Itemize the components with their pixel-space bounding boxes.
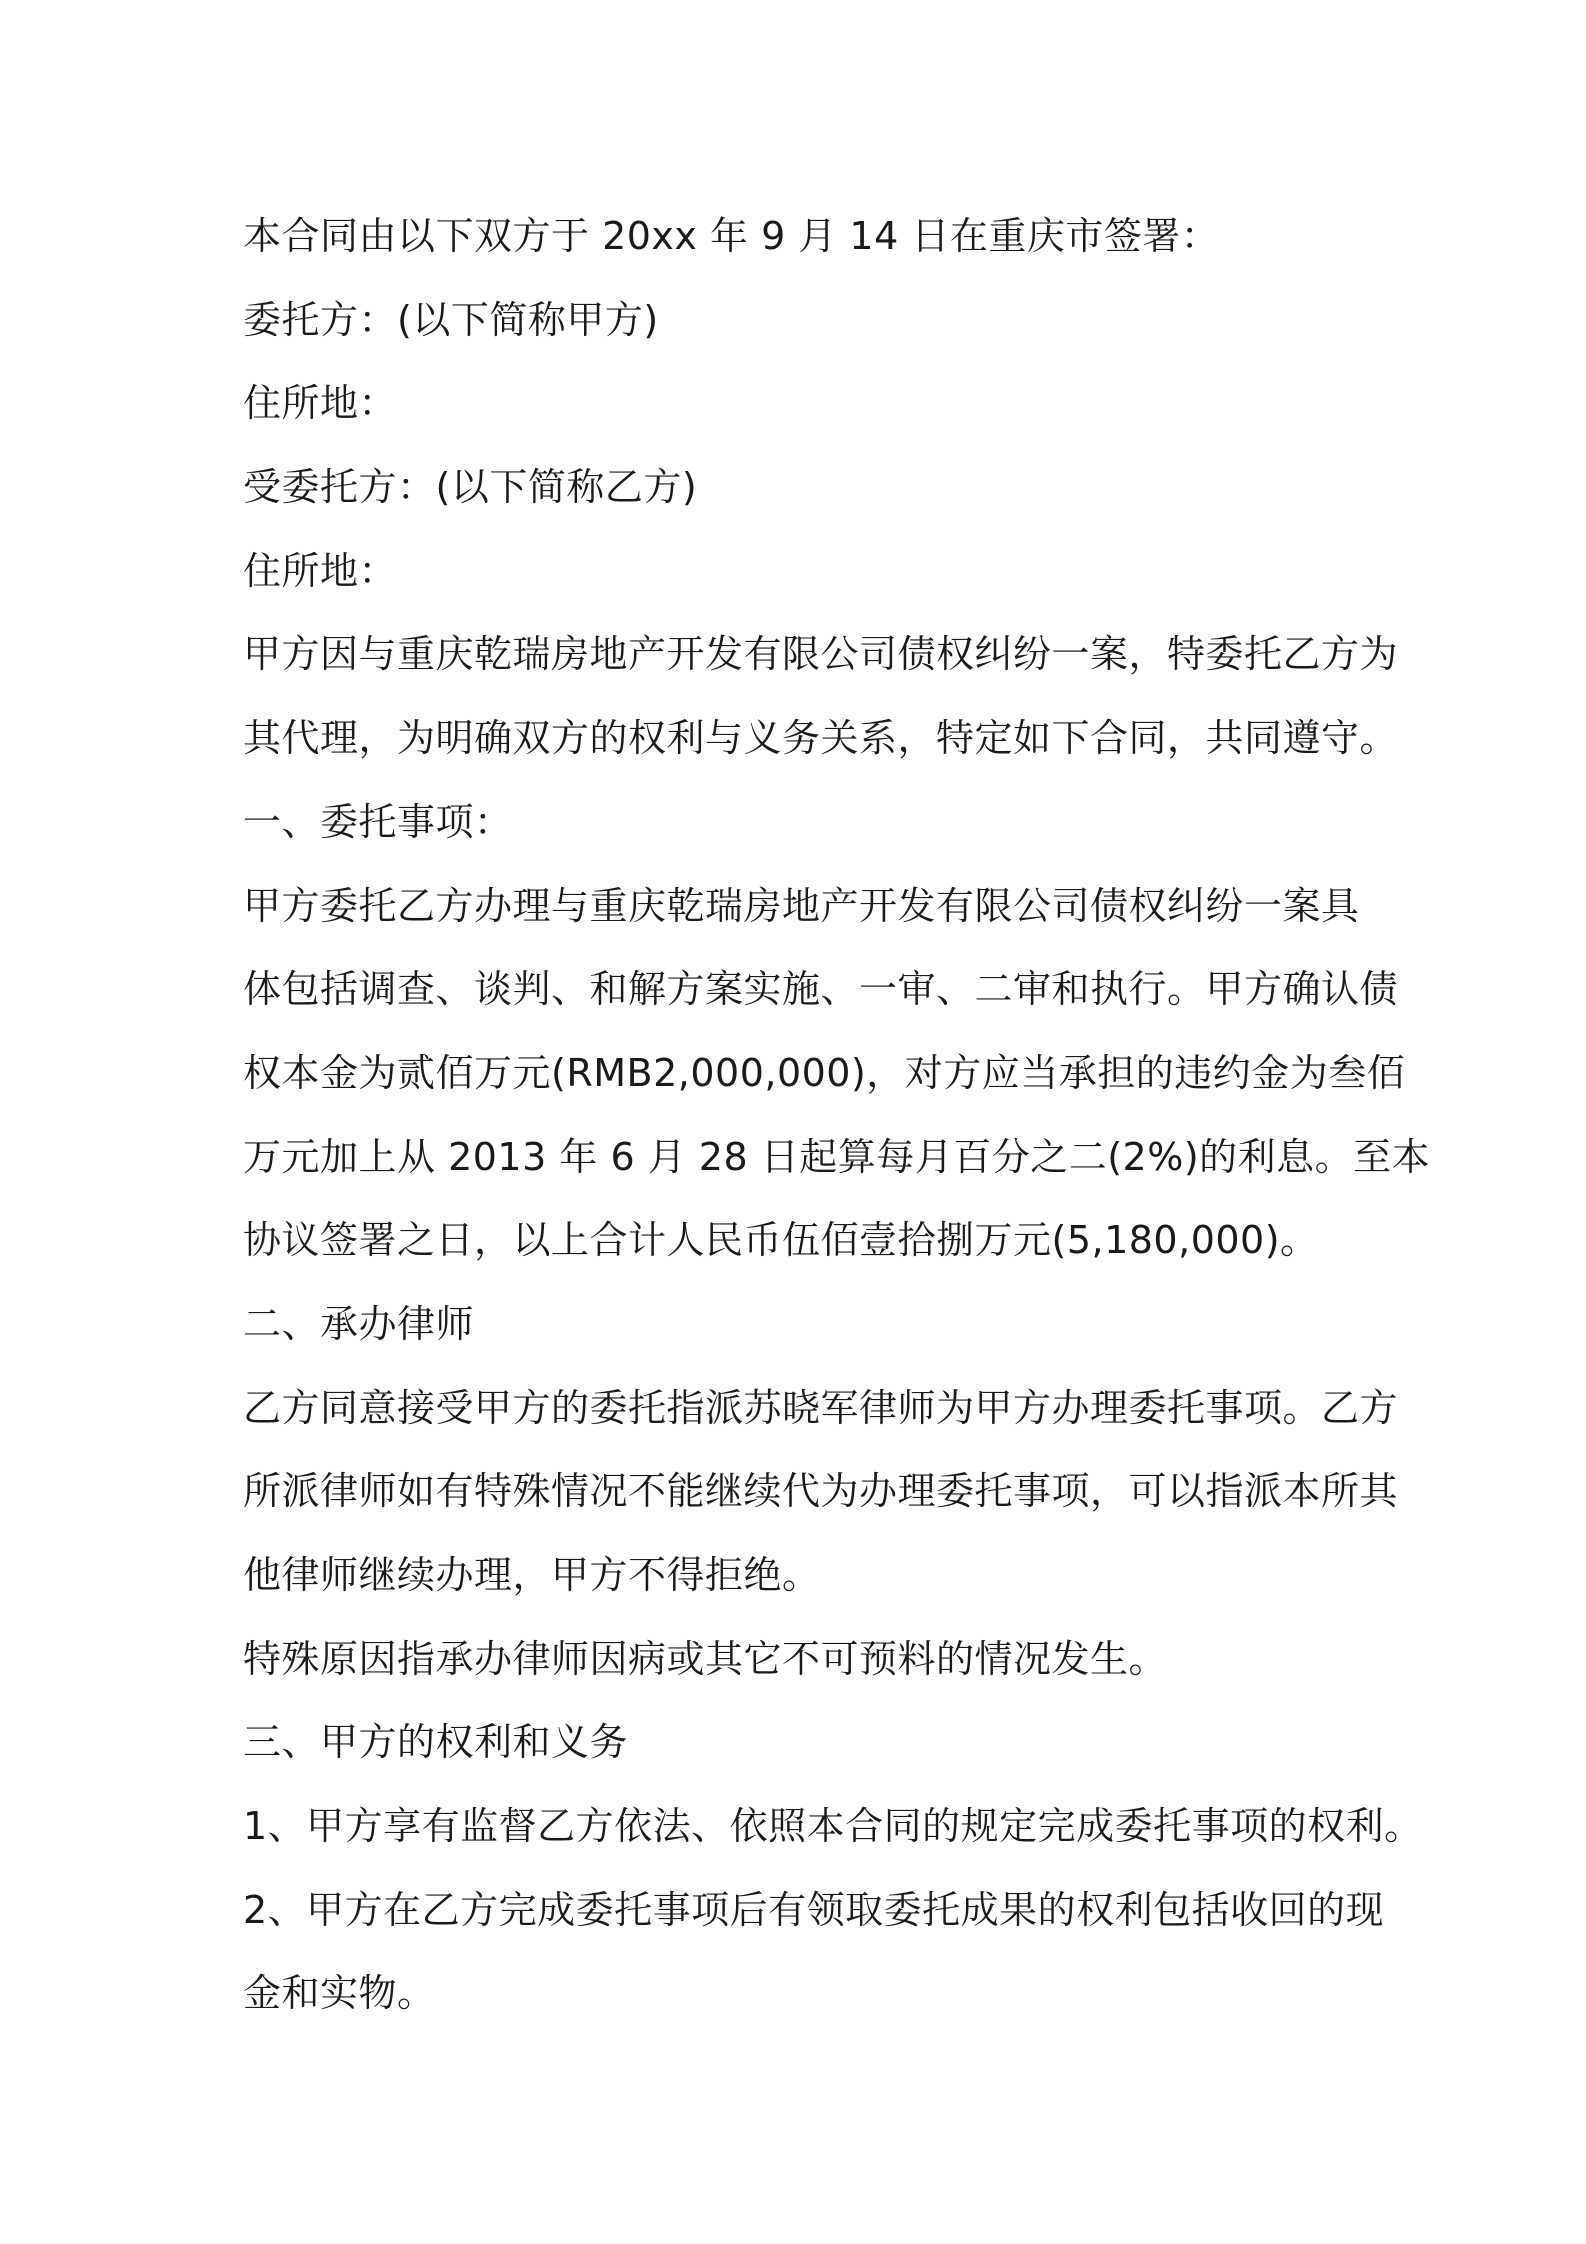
contract-line-agent: 受委托方：(以下简称乙方) xyxy=(243,465,698,510)
section-1-paragraph: 体包括调查、谈判、和解方案实施、一审、二审和执行。甲方确认债 xyxy=(243,967,1399,1012)
section-heading-3: 三、甲方的权利和义务 xyxy=(243,1720,629,1765)
section-heading-1: 一、委托事项： xyxy=(243,799,513,844)
section-3-item-2: 2、甲方在乙方完成委托事项后有领取委托成果的权利包括收回的现 xyxy=(243,1887,1385,1932)
contract-line-principal-address: 住所地： xyxy=(243,381,398,426)
section-heading-2: 二、承办律师 xyxy=(243,1301,475,1346)
section-1-paragraph: 万元加上从 2013 年 6 月 28 日起算每月百分之二(2%)的利息。至本 xyxy=(243,1134,1431,1179)
contract-line-principal: 委托方：(以下简称甲方) xyxy=(243,297,659,342)
section-2-paragraph: 所派律师如有特殊情况不能继续代为办理委托事项，可以指派本所其 xyxy=(243,1469,1399,1514)
contract-line-agent-address: 住所地： xyxy=(243,548,398,593)
contract-body xyxy=(243,195,1431,2036)
section-2-note: 特殊原因指承办律师因病或其它不可预料的情况发生。 xyxy=(243,1636,1168,1681)
section-3-item-2: 金和实物。 xyxy=(243,1971,436,2016)
section-3-item-1: 1、甲方享有监督乙方依法、依照本合同的规定完成委托事项的权利。 xyxy=(243,1804,1423,1849)
section-1-paragraph: 权本金为贰佰万元(RMB2,000,000)，对方应当承担的违约金为叁佰 xyxy=(243,1050,1406,1095)
contract-paragraph-intro: 甲方因与重庆乾瑞房地产开发有限公司债权纠纷一案，特委托乙方为 xyxy=(243,632,1399,677)
contract-paragraph-intro: 其代理，为明确双方的权利与义务关系，特定如下合同，共同遵守。 xyxy=(243,716,1399,761)
contract-line-signing: 本合同由以下双方于 20xx 年 9 月 14 日在重庆市签署： xyxy=(243,214,1220,258)
section-2-paragraph: 他律师继续办理，甲方不得拒绝。 xyxy=(243,1553,821,1597)
section-1-paragraph: 协议签署之日，以上合计人民币伍佰壹拾捌万元(5,180,000)。 xyxy=(243,1218,1319,1263)
section-1-paragraph: 甲方委托乙方办理与重庆乾瑞房地产开发有限公司债权纠纷一案具 xyxy=(243,883,1360,928)
section-2-paragraph: 乙方同意接受甲方的委托指派苏晓军律师为甲方办理委托事项。乙方 xyxy=(243,1385,1399,1430)
